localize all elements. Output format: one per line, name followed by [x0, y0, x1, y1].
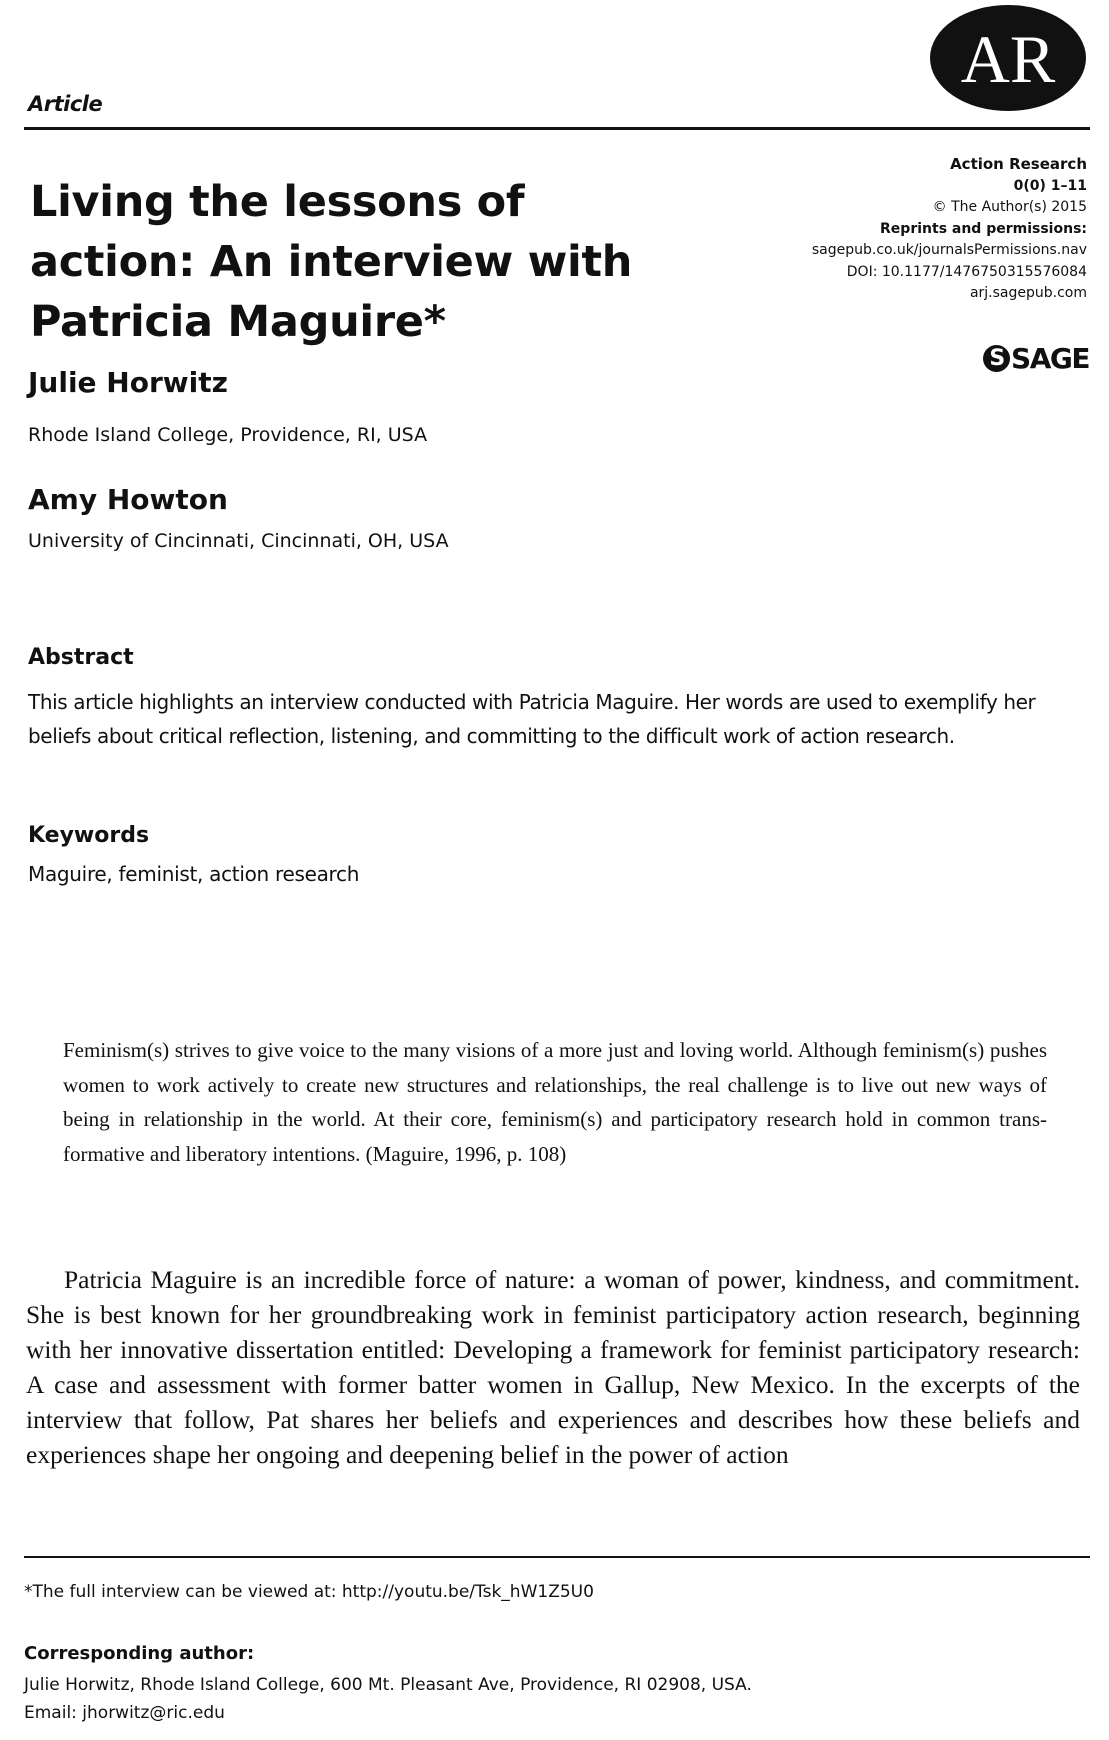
- footnote[interactable]: *The full interview can be viewed at: http://youtu.be/Tsk_hW1Z5U0: [24, 1582, 594, 1602]
- keywords-heading: Keywords: [28, 823, 150, 848]
- corresponding-author-email[interactable]: Email: jhorwitz@ric.edu: [24, 1703, 225, 1723]
- publisher-logo-text: SAGE: [1011, 342, 1089, 375]
- abstract-heading: Abstract: [28, 645, 134, 670]
- sage-s-icon: S: [983, 345, 1010, 372]
- journal-logo: [928, 2, 1088, 114]
- title-line: action: An interview with: [30, 237, 633, 287]
- publisher-logo: [983, 342, 1089, 375]
- reprints-label: Reprints and permissions:: [880, 220, 1087, 237]
- issue-pages: 0(0) 1–11: [1013, 177, 1087, 194]
- header-divider: [24, 127, 1090, 130]
- article-title: [30, 172, 730, 352]
- article-type-label: Article: [28, 92, 103, 116]
- author-name: Amy Howton: [28, 483, 228, 516]
- permissions-link[interactable]: sagepub.co.uk/journalsPermissions.nav: [811, 242, 1087, 258]
- corresponding-author-address: Julie Horwitz, Rhode Island College, 600 Mt. Pleasant Ave, Providence, RI 02908, USA.: [24, 1675, 752, 1695]
- ar-logo-icon: [928, 2, 1088, 114]
- author-name: Julie Horwitz: [28, 366, 228, 399]
- body-paragraph: Patricia Maguire is an incredible force of nature: a woman of power, kindness, and commitment. She is best known for her groundbreaking work in feminist participatory action research, beginning with her innovative dissertation entitled: Developing a framework for feminist participatory research: A case and assessment with former batter women in Gallup, New Mexico. In the excerpts of the interview that follow, Pat shares her beliefs and experiences and describes how these beliefs and experiences shape her ongoing and deepening belief in the power of action: [26, 1265, 1080, 1469]
- logo-text: AR: [960, 21, 1056, 97]
- keywords-text: Maguire, feminist, action research: [28, 862, 360, 886]
- doi[interactable]: DOI: 10.1177/1476750315576084: [846, 263, 1087, 280]
- journal-site-link[interactable]: arj.sagepub.com: [969, 285, 1087, 301]
- journal-meta: [812, 154, 1087, 305]
- title-line: Living the lessons of: [30, 177, 525, 227]
- author-affiliation: University of Cincinnati, Cincinnati, OH, USA: [28, 530, 449, 552]
- author-affiliation: Rhode Island College, Providence, RI, USA: [28, 424, 428, 446]
- corresponding-author-heading: Corresponding author:: [24, 1643, 255, 1664]
- title-line: Patricia Maguire*: [30, 297, 446, 347]
- journal-name: Action Research: [950, 155, 1087, 173]
- epigraph-quote: Feminism(s) strives to give voice to the many visions of a more just and loving world. Although feminism(s) pushes women to work actively to create new structures and relationships, the real challenge is to live out new ways of being in relationship in the world. At their core, feminism(s) and participatory research hold in common trans-formative and liberatory intentions. (Maguire, 1996, p. 108): [63, 1038, 1047, 1166]
- footnote-divider: [24, 1556, 1090, 1558]
- copyright: © The Author(s) 2015: [932, 199, 1087, 215]
- abstract-text: This article highlights an interview conducted with Patricia Maguire. Her words are used to exemplify her beliefs about critical reflection, listening, and committing to the difficult work of action research.: [28, 690, 1036, 748]
